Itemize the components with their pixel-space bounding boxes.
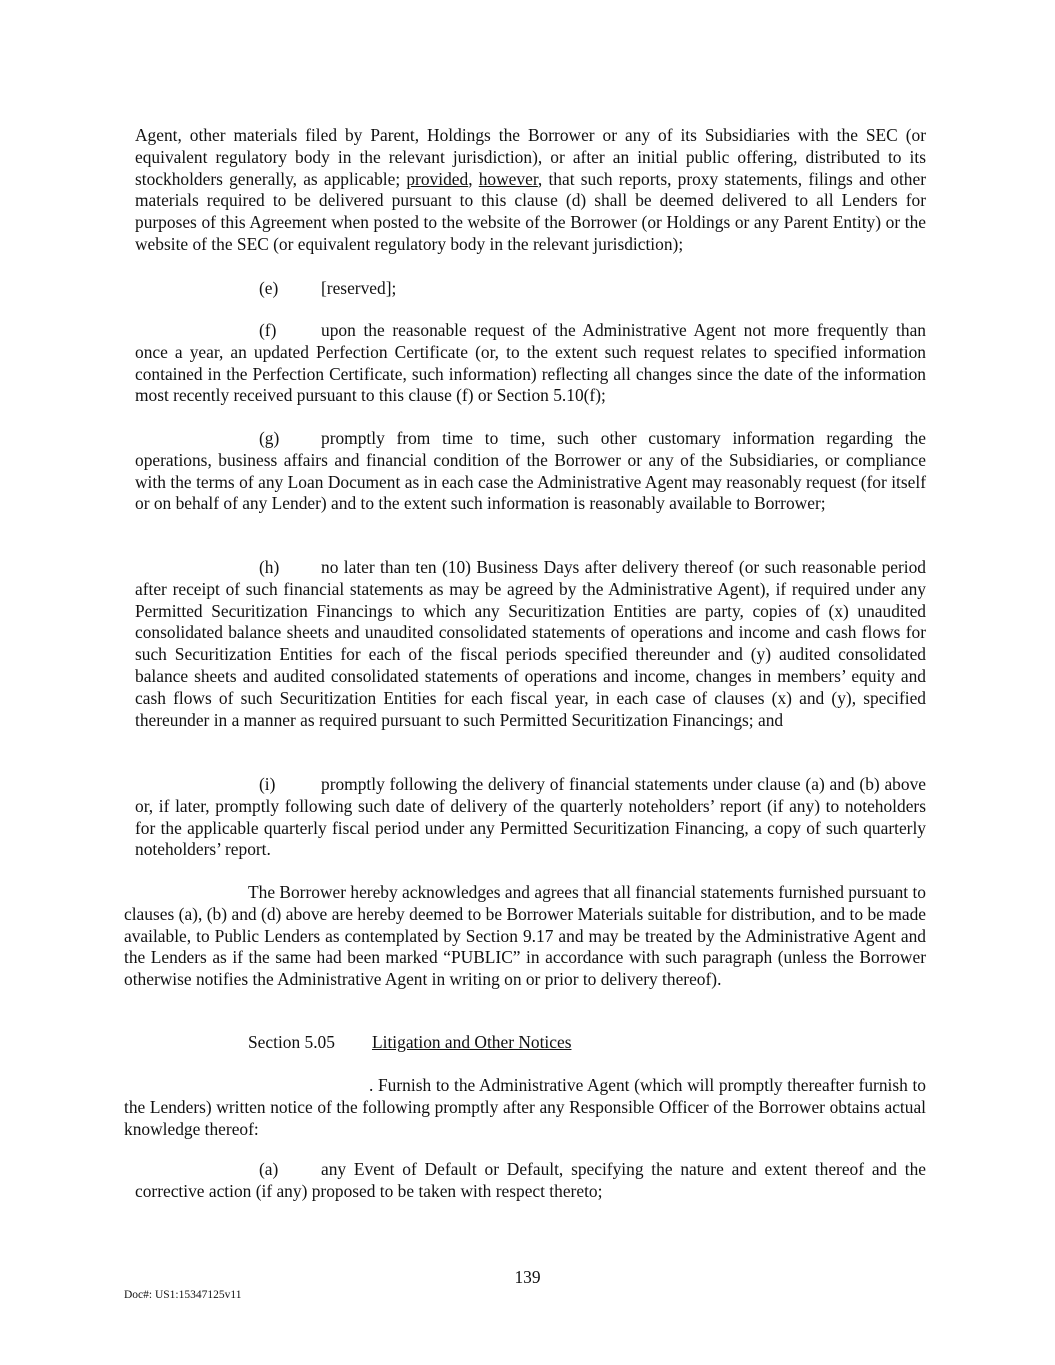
document-id: Doc#: US1:15347125v11 (124, 1289, 242, 1301)
notice-item-a (135, 1159, 926, 1203)
item-h (135, 557, 926, 731)
paragraph-continuation (135, 125, 926, 256)
item-e-label: (e) (259, 278, 279, 298)
notice-item-a-label: (a) (259, 1159, 279, 1179)
section-title: Litigation and Other Notices (372, 1032, 572, 1052)
acknowledgement-text: The Borrower hereby acknowledges and agrees that all financial statements furnished pursuant to clauses (a), (b) and (d) above are hereby deemed to be Borrower Materials suitable for distribution, and to be made available, to Public Lenders as contemplated by Section 9.17 and may be treated by the Administrative Agent and the Lenders as if the same had been marked “PUBLIC” in accordance with such paragraph (unless the Borrower otherwise notifies the Administrative Agent in writing on or prior to delivery thereof). (124, 882, 926, 990)
item-i-label: (i) (259, 774, 276, 794)
item-e-text: [reserved]; (321, 278, 397, 298)
comma: , (468, 168, 479, 189)
item-i-text: promptly following the delivery of financial statements under clause (a) and (b) above or, if later, promptly following such date of delivery of the quarterly noteholders’ report (if any) to noteholders for the applicable quarterly fiscal period under any Permitted Securitization Financing, a copy of such quarterly noteholders’ report. (135, 774, 926, 860)
item-g-label: (g) (259, 428, 280, 448)
however-term: however (478, 168, 538, 189)
furnish-text: . Furnish to the Administrative Agent (which will promptly thereafter furnish to the Lenders) written notice of the following promptly after any Responsible Officer of the Borrower obtains actual knowledge thereof: (124, 1075, 926, 1139)
provided-term: provided (406, 168, 469, 189)
item-e (135, 278, 926, 300)
page-number: 139 (514, 1267, 541, 1287)
item-h-label: (h) (259, 557, 280, 577)
section-number: Section 5.05 (248, 1032, 335, 1052)
item-g-text: promptly from time to time, such other customary information regarding the operations, business affairs and financial condition of the Borrower or any of the Subsidiaries, or compliance with the terms of any Loan Document as in each case the Administrative Agent may reasonably request (for itself or on behalf of any Lender) and to the extent such information is reasonably available to Borrower; (135, 428, 926, 514)
item-f-label: (f) (259, 320, 277, 340)
item-g (135, 428, 926, 515)
section-heading (0, 1032, 1055, 1054)
item-h-text: no later than ten (10) Business Days after delivery thereof (or such reasonable period after receipt of such financial statements as may be agreed by the Administrative Agent), if required under any Permitted Securitization Financings to which any Securitization Entities are party, copies of (x) unaudited consolidated balance sheets and unaudited consolidated statements of operations and income and cash flows for such Securitization Entities for each of the fiscal periods specified thereunder and (y) audited consolidated balance sheets and audited consolidated statements of operations and income, changes in members’ equity and cash flows of such Securitization Entities for each fiscal year, in each case of clauses (x) and (y), specified thereunder in a manner as required pursuant to such Permitted Securitization Financings; and (135, 557, 926, 730)
paragraph-continuation-a: Agent, other materials filed by Parent, Holdings the Borrower or any of its Subsidiaries with the SEC (or equivalent regulatory body in the relevant jurisdiction), or after an initial public offering, distributed to its stockholders generally, as applicable; (135, 125, 926, 189)
item-i (135, 774, 926, 861)
furnish-paragraph (124, 1075, 926, 1140)
item-f (135, 320, 926, 407)
notice-item-a-text: any Event of Default or Default, specifying the nature and extent thereof and the corrective action (if any) proposed to be taken with respect thereto; (135, 1159, 926, 1201)
item-f-text: upon the reasonable request of the Administrative Agent not more frequently than once a year, an updated Perfection Certificate (or, to the extent such request relates to specified information contained in the Perfection Certificate, such information) reflecting all changes since the date of the information most recently received pursuant to this clause (f) or Section 5.10(f); (135, 320, 926, 406)
paragraph-continuation-b: , that such reports, proxy statements, filings and other materials required to be delivered pursuant to this clause (d) shall be deemed delivered to all Lenders for purposes of this Agreement when posted to the website of the Borrower (or Holdings or any Parent Entity) or the website of the SEC (or equivalent regulatory body in the relevant jurisdiction); (135, 168, 927, 254)
acknowledgement-paragraph (124, 882, 926, 991)
